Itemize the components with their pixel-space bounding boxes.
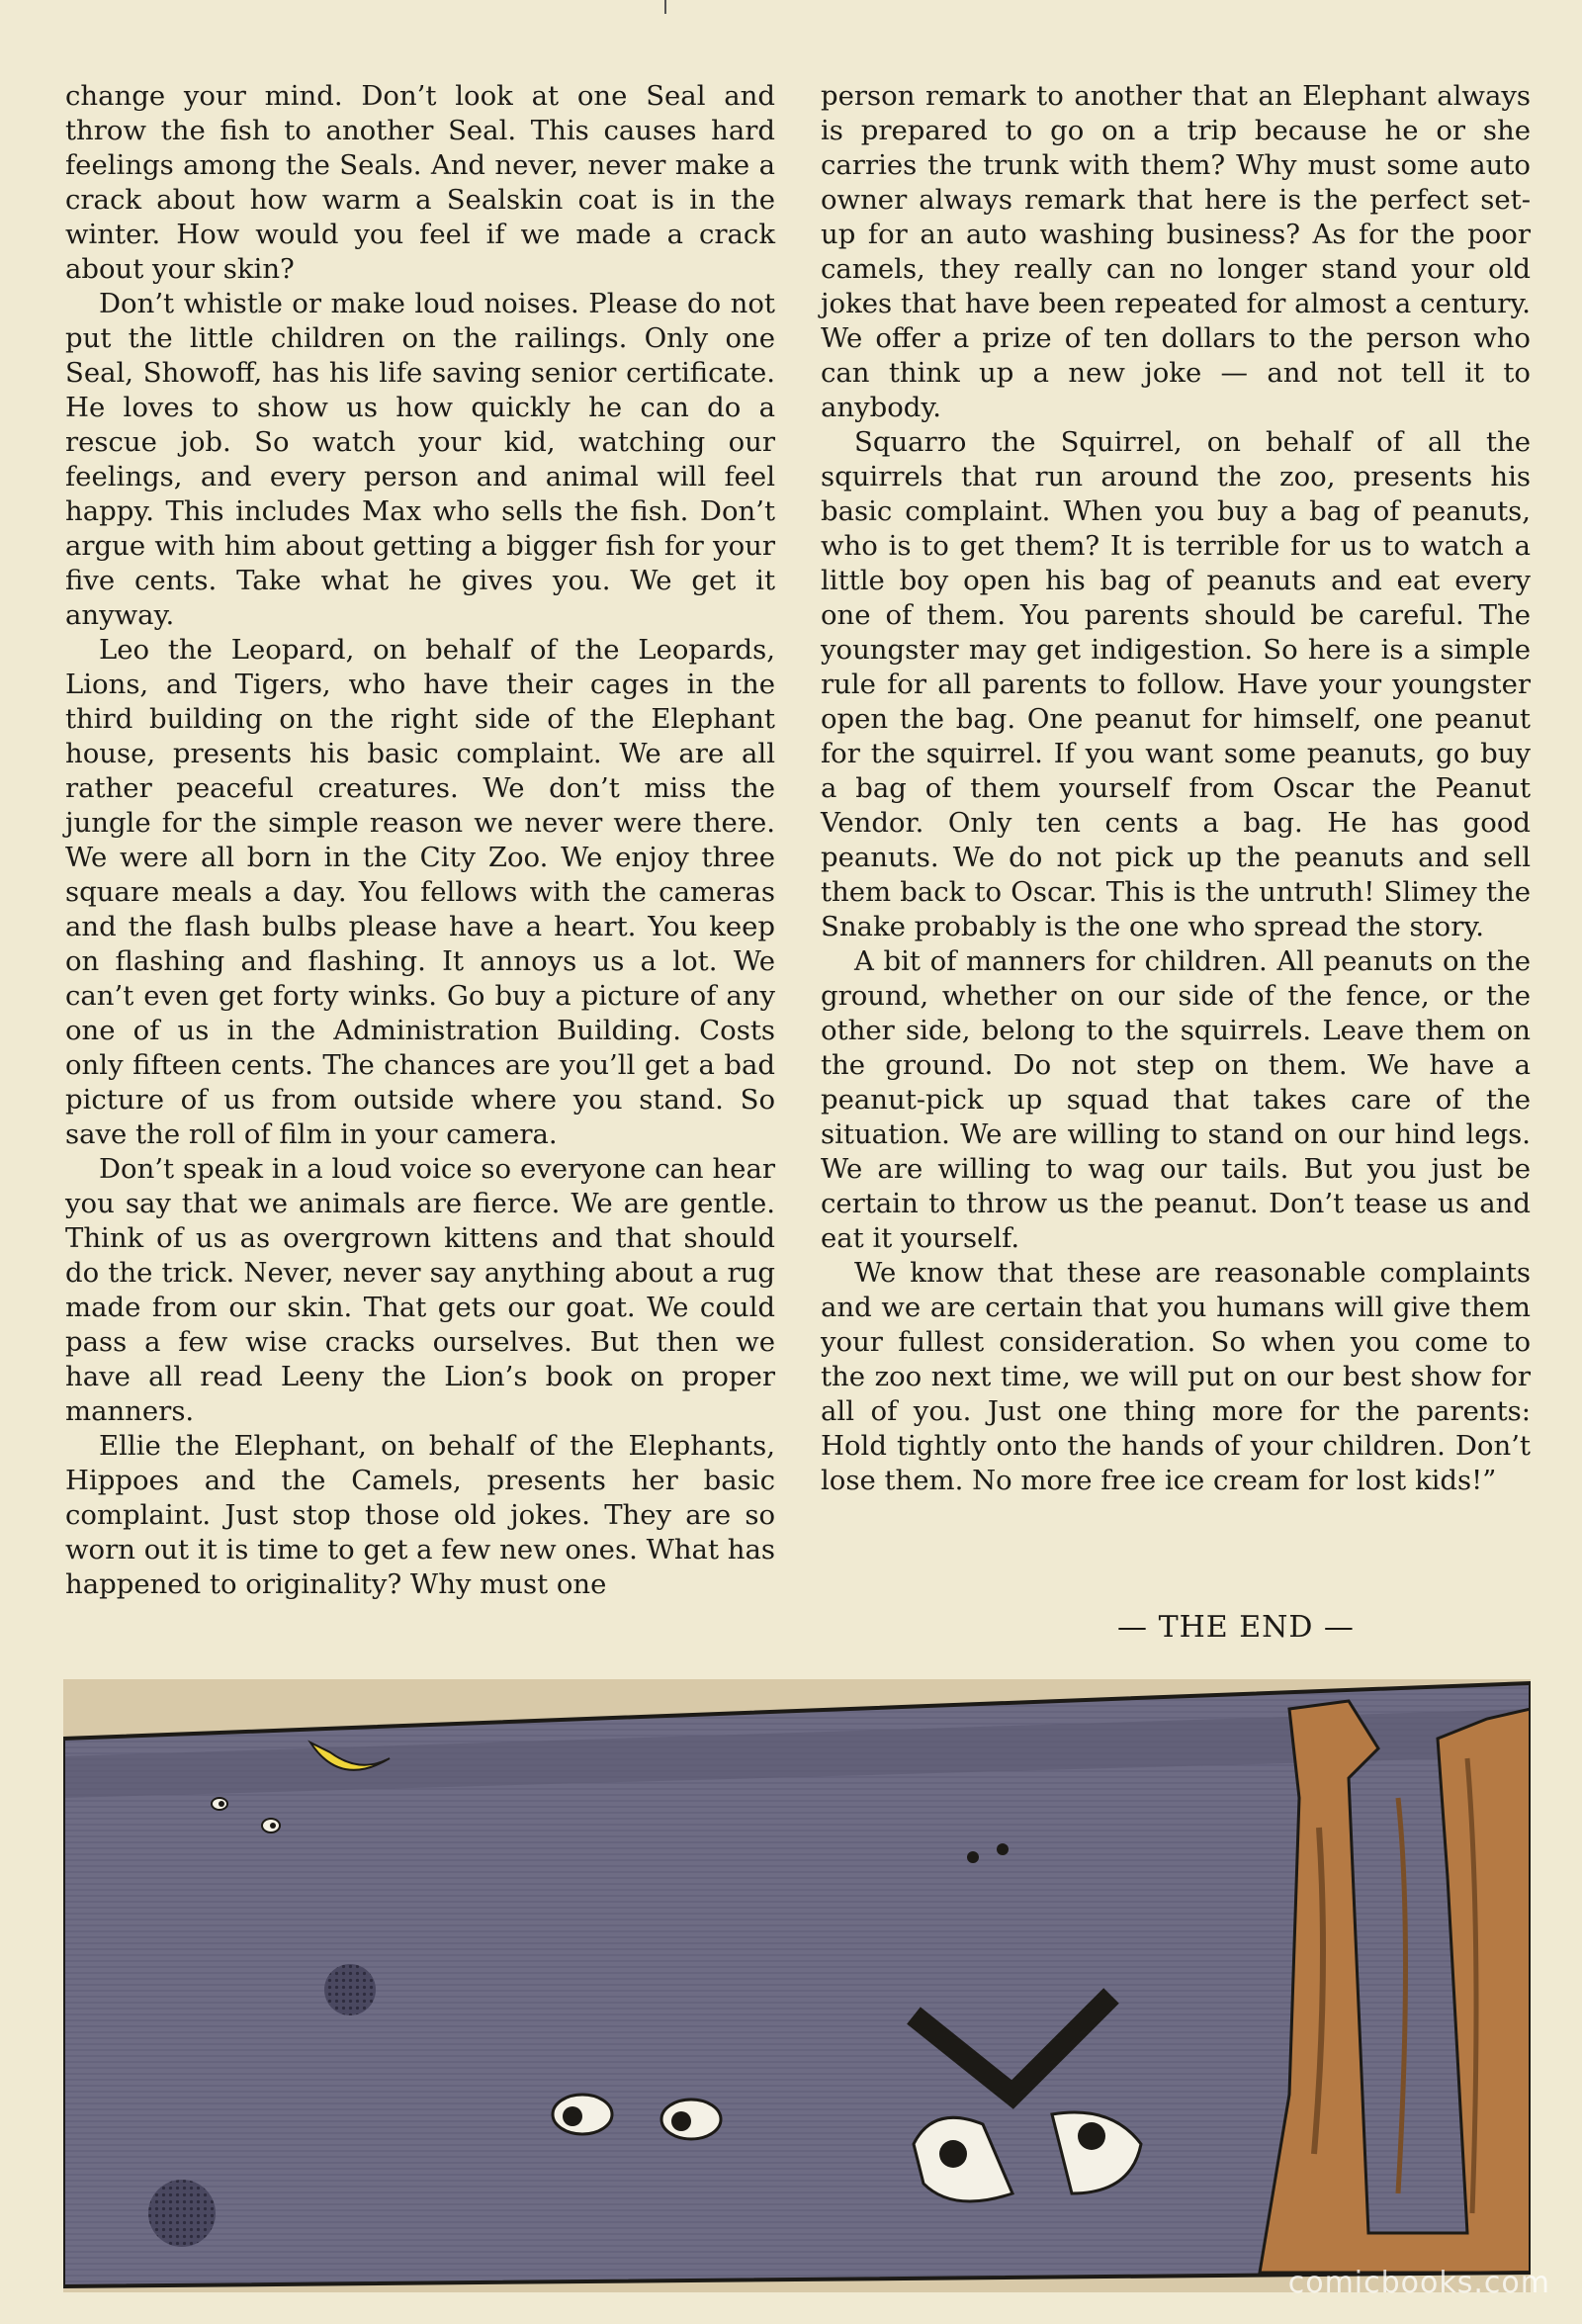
paragraph: Squarro the Squirrel, on behalf of all the squirrels that run around the zoo, presents his basic complaint. When you buy a bag of peanuts, who is to get them? It is terrible for us to watch a little boy open his bag of peanuts and eat every one of them. You parents should be careful. The youngster may get indigestion. So here is a simple rule for all parents to follow. Have your youngster open the bag. One peanut for himself, one peanut for the squirrel. If you want some peanuts, go buy a bag of them yourself from Oscar the Peanut Vendor. Only ten cents a bag. He has good peanuts. We do not pick up the peanuts and sell them back to Oscar. This is the untruth! Slimey the Snake probably is the one who spread the story. <box>821 426 1531 942</box>
right-text-column <box>821 79 1531 1498</box>
tiny-eyes-icon <box>967 1851 979 1863</box>
paragraph: person remark to another that an Elephant always is prepared to go on a trip because he or she carries the trunk with them? Why must some auto owner always remark that here is the perfect set-up for an auto washing business? As for the poor camels, they really can no longer stand your old jokes that have been repeated for almost a century. We offer a prize of ten dollars to the person who can think up a new joke — and not tell it to anybody. <box>821 80 1531 423</box>
dark-blob <box>324 1964 376 2015</box>
page-trim-mark <box>664 0 666 14</box>
paragraph: A bit of manners for children. All peanuts on the ground, whether on our side of the fence, or the other side, belong to the squirrels. Leave them on the ground. Do not step on them. We have a peanut-pick up squad that takes care of the situation. We are willing to stand on our hind legs. We are willing to wag our tails. But you just be certain to throw us the peanut. Don’t tease us and eat it yourself. <box>821 945 1531 1254</box>
illustration-svg <box>63 1679 1531 2292</box>
the-end-caption: — THE END — <box>1117 1610 1355 1645</box>
site-watermark: comicbooks.com <box>1287 2266 1550 2300</box>
paragraph: Leo the Leopard, on behalf of the Leopards, Lions, and Tigers, who have their cages in the third building on the right side of the Elephant house, presents his basic complaint. We are all rather peaceful creatures. We don’t miss the jungle for the simple reason we never were there. We were all born in the City Zoo. We enjoy three square meals a day. You fellows with the cameras and the flash bulbs please have a heart. You keep on flashing and flashing. It annoys us a lot. We can’t even get forty winks. Go buy a picture of any one of us in the Administration Building. Costs only fifteen cents. The chances are you’ll get a bad picture of us from outside where you stand. So save the roll of film in your camera. <box>65 634 775 1150</box>
paragraph: Don’t speak in a loud voice so everyone can hear you say that we animals are fierce. We are gentle. Think of us as overgrown kittens and that should do the trick. Never, never say anything about a rug made from our skin. That gets our goat. We could pass a few wise cracks ourselves. But then we have all read Leeny the Lion’s book on proper manners. <box>65 1153 775 1427</box>
paragraph: We know that these are reasonable complaints and we are certain that you humans will give them your fullest consideration. So when you come to the zoo next time, we will put on our best show for all of you. Just one thing more for the parents: Hold tightly onto the hands of your children. Don’t lose them. No more free ice cream for lost kids!” <box>821 1257 1531 1496</box>
night-scene-illustration <box>63 1679 1531 2292</box>
tiny-eyes-icon <box>997 1843 1009 1855</box>
paragraph: Ellie the Elephant, on behalf of the Elephants, Hippoes and the Camels, presents her basic complaint. Just stop those old jokes. They are so worn out it is time to get a few new ones. What has happened to originality? Why must one <box>65 1430 775 1600</box>
left-text-column <box>65 79 775 1602</box>
paragraph: Don’t whistle or make loud noises. Please do not put the little children on the railings. Only one Seal, Showoff, has his life saving senior certificate. He loves to show us how quickly he can do a rescue job. So watch your kid, watching our feelings, and every person and animal will feel happy. This includes Max who sells the fish. Don’t argue with him about getting a bigger fish for your five cents. Take what he gives you. We get it anyway. <box>65 288 775 631</box>
dark-blob <box>148 2180 216 2247</box>
paragraph: change your mind. Don’t look at one Seal and throw the fish to another Seal. This causes hard feelings among the Seals. And never, never make a crack about how warm a Sealskin coat is in the winter. How would you feel if we made a crack about your skin? <box>65 80 775 285</box>
